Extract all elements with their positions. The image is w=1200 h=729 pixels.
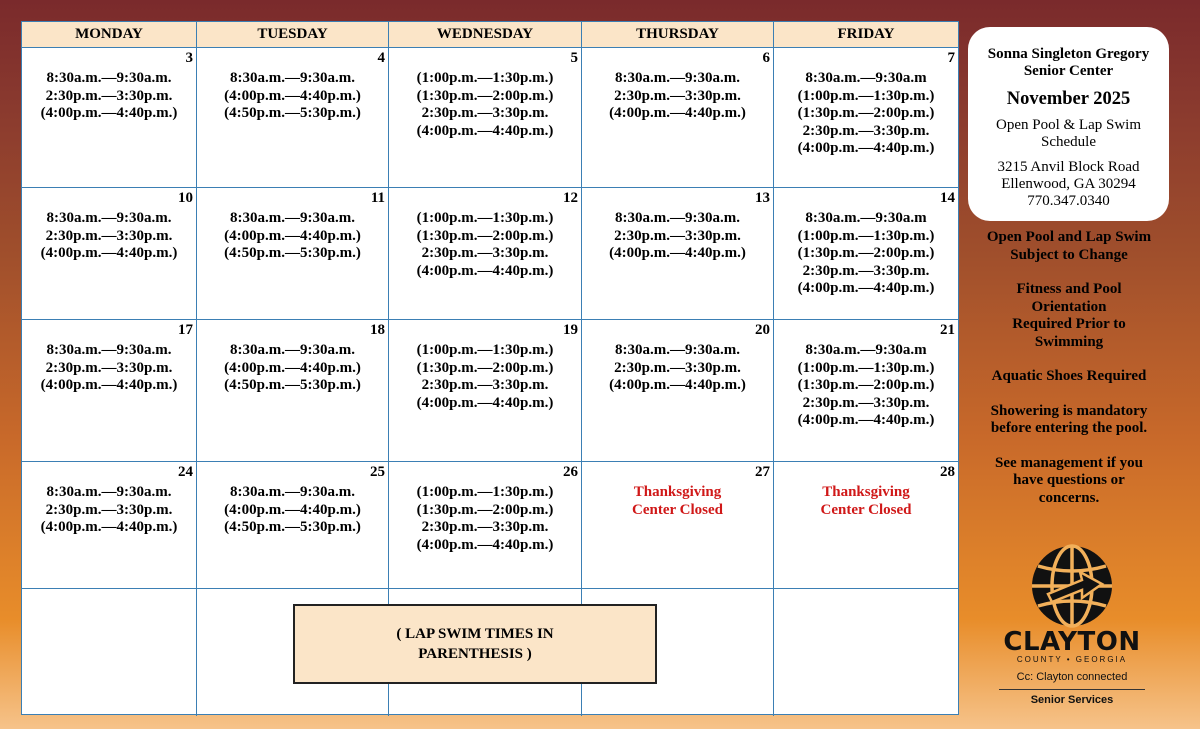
day-cell bbox=[774, 320, 958, 461]
time-slot: 2:30p.m.—3:30p.m. bbox=[421, 105, 549, 121]
time-slot: 8:30a.m.—9:30a.m. bbox=[46, 210, 172, 226]
time-slot: 8:30a.m.—9:30a.m bbox=[805, 342, 927, 358]
time-slots bbox=[582, 192, 773, 263]
day-cell bbox=[197, 462, 389, 588]
time-slot: 8:30a.m.—9:30a.m. bbox=[230, 210, 355, 226]
time-slot: 8:30a.m.—9:30a.m. bbox=[615, 70, 740, 86]
day-cell bbox=[582, 188, 774, 319]
lap-swim-note-text: ( LAP SWIM TIMES IN PARENTHESIS ) bbox=[396, 626, 554, 662]
time-slot: 2:30p.m.—3:30p.m. bbox=[421, 519, 549, 535]
day-number: 21 bbox=[940, 322, 955, 338]
time-slot: (1:30p.m.—2:00p.m.) bbox=[797, 105, 935, 121]
time-slot: (1:30p.m.—2:00p.m.) bbox=[416, 359, 554, 376]
day-cell bbox=[22, 462, 197, 588]
time-slot: 8:30a.m.—9:30a.m. bbox=[230, 342, 355, 358]
notice-paragraph bbox=[966, 403, 1172, 438]
time-slot: (4:00p.m.—4:40p.m.) bbox=[40, 377, 178, 393]
department-name: Senior Services bbox=[1030, 694, 1114, 706]
time-slot: 2:30p.m.—3:30p.m. bbox=[421, 377, 549, 393]
time-slot: (1:00p.m.—1:30p.m.) bbox=[416, 342, 554, 358]
time-slot: 2:30p.m.—3:30p.m. bbox=[45, 87, 173, 104]
time-slot: 8:30a.m.—9:30a.m. bbox=[46, 342, 172, 358]
time-slot: (4:00p.m.—4:40p.m.) bbox=[416, 394, 554, 411]
time-slot: (4:00p.m.—4:40p.m.) bbox=[224, 227, 361, 244]
time-slot: (4:00p.m.—4:40p.m.) bbox=[609, 377, 746, 393]
day-cell bbox=[197, 320, 389, 461]
time-slot: 8:30a.m.—9:30a.m. bbox=[230, 484, 355, 500]
time-slot: 2:30p.m.—3:30p.m. bbox=[802, 394, 930, 411]
time-slots bbox=[197, 52, 388, 123]
time-slot: (4:00p.m.—4:40p.m.) bbox=[224, 87, 361, 104]
time-slot: (4:50p.m.—5:30p.m.) bbox=[224, 105, 361, 121]
day-cell bbox=[22, 320, 197, 461]
address-line: 3215 Anvil Block Road bbox=[997, 159, 1140, 175]
center-name-line: Sonna Singleton Gregory bbox=[987, 46, 1150, 62]
day-cell bbox=[774, 589, 958, 716]
day-number: 20 bbox=[755, 322, 770, 338]
day-cell bbox=[389, 188, 582, 319]
closed-text: Thanksgiving bbox=[633, 484, 722, 500]
time-slot: 8:30a.m.—9:30a.m. bbox=[46, 484, 172, 500]
day-number: 28 bbox=[940, 464, 955, 480]
time-slots bbox=[582, 52, 773, 123]
time-slots bbox=[197, 466, 388, 537]
notice-line: before entering the pool. bbox=[990, 420, 1148, 436]
day-number: 13 bbox=[755, 190, 770, 206]
time-slot: (4:00p.m.—4:40p.m.) bbox=[609, 245, 746, 261]
time-slot: 8:30a.m.—9:30a.m. bbox=[615, 210, 740, 226]
time-slot: 2:30p.m.—3:30p.m. bbox=[45, 501, 173, 518]
time-slot: (1:00p.m.—1:30p.m.) bbox=[416, 210, 554, 226]
time-slot: (1:30p.m.—2:00p.m.) bbox=[797, 245, 935, 261]
time-slot: (4:00p.m.—4:40p.m.) bbox=[797, 280, 935, 296]
logo-tagline: Cc: Clayton connected bbox=[1016, 671, 1128, 683]
time-slot: (4:50p.m.—5:30p.m.) bbox=[224, 377, 361, 393]
notice-line: concerns. bbox=[1038, 489, 1100, 506]
notice-paragraph bbox=[966, 455, 1172, 508]
notice-paragraph bbox=[966, 229, 1172, 264]
globe-arrow-icon bbox=[1030, 540, 1114, 632]
time-slots bbox=[197, 324, 388, 395]
weekday-header: WEDNESDAY bbox=[389, 22, 582, 47]
time-slot: (4:00p.m.—4:40p.m.) bbox=[609, 105, 746, 121]
time-slot: 2:30p.m.—3:30p.m. bbox=[421, 245, 549, 261]
schedule-title-line: Schedule bbox=[1041, 134, 1096, 150]
day-cell bbox=[582, 320, 774, 461]
time-slots bbox=[389, 52, 581, 140]
time-slot: (1:00p.m.—1:30p.m.) bbox=[797, 227, 935, 244]
center-name-line: Senior Center bbox=[1023, 63, 1114, 79]
time-slots bbox=[389, 192, 581, 280]
day-number: 10 bbox=[178, 190, 193, 206]
time-slots bbox=[582, 324, 773, 395]
time-slot: 2:30p.m.—3:30p.m. bbox=[45, 359, 173, 376]
time-slot: (4:00p.m.—4:40p.m.) bbox=[224, 359, 361, 376]
phone-number: 770.347.0340 bbox=[1027, 193, 1110, 209]
time-slots bbox=[22, 192, 196, 263]
schedule-title bbox=[968, 117, 1169, 151]
weekday-header-row bbox=[22, 22, 958, 48]
time-slot: 2:30p.m.—3:30p.m. bbox=[45, 227, 173, 244]
divider bbox=[999, 689, 1145, 690]
day-cell bbox=[582, 462, 774, 588]
day-number: 7 bbox=[947, 50, 955, 66]
sidebar bbox=[966, 0, 1200, 729]
time-slots bbox=[774, 192, 958, 298]
time-slots bbox=[197, 192, 388, 263]
time-slot: (1:00p.m.—1:30p.m.) bbox=[797, 87, 935, 104]
time-slots bbox=[389, 324, 581, 412]
time-slot: 2:30p.m.—3:30p.m. bbox=[614, 87, 741, 104]
notice-paragraph bbox=[966, 368, 1172, 386]
time-slot: (4:00p.m.—4:40p.m.) bbox=[40, 245, 178, 261]
day-cell bbox=[389, 320, 582, 461]
weekday-header: MONDAY bbox=[22, 22, 197, 47]
pool-notices bbox=[966, 229, 1172, 524]
time-slot: 2:30p.m.—3:30p.m. bbox=[802, 122, 930, 139]
day-cell bbox=[389, 462, 582, 588]
day-number: 5 bbox=[570, 50, 578, 66]
day-cell bbox=[389, 48, 582, 187]
day-number: 19 bbox=[563, 322, 578, 338]
logo-brand: CLAYTON bbox=[1003, 627, 1141, 657]
day-number: 3 bbox=[185, 50, 193, 66]
day-cell bbox=[22, 589, 197, 716]
day-cell bbox=[22, 48, 197, 187]
time-slot: 2:30p.m.—3:30p.m. bbox=[802, 262, 930, 279]
day-cell bbox=[774, 462, 958, 588]
calendar-week-row bbox=[22, 188, 958, 320]
time-slots bbox=[22, 324, 196, 395]
notice-paragraph bbox=[966, 281, 1172, 351]
notice-line: Showering is mandatory bbox=[990, 402, 1148, 419]
calendar-week-row bbox=[22, 320, 958, 462]
day-number: 18 bbox=[370, 322, 385, 338]
center-name bbox=[968, 46, 1169, 80]
address-line: Ellenwood, GA 30294 bbox=[1001, 176, 1136, 192]
notice-line: Swimming bbox=[1034, 333, 1104, 350]
day-number: 26 bbox=[563, 464, 578, 480]
closed-text: Center Closed bbox=[632, 501, 723, 518]
day-number: 11 bbox=[370, 190, 385, 206]
notice-line: Aquatic Shoes Required bbox=[991, 368, 1147, 384]
time-slot: (1:00p.m.—1:30p.m.) bbox=[797, 359, 935, 376]
time-slot: (4:00p.m.—4:40p.m.) bbox=[797, 140, 935, 156]
closed-notice bbox=[774, 466, 958, 519]
schedule-title-line: Open Pool & Lap Swim bbox=[996, 117, 1141, 133]
day-cell bbox=[774, 188, 958, 319]
notice-line: have questions or bbox=[1013, 472, 1125, 488]
clayton-logo bbox=[997, 540, 1147, 706]
notice-line: Fitness and Pool bbox=[1016, 281, 1122, 297]
time-slot: (4:50p.m.—5:30p.m.) bbox=[224, 519, 361, 535]
day-number: 27 bbox=[755, 464, 770, 480]
time-slot: 8:30a.m.—9:30a.m bbox=[805, 210, 927, 226]
time-slot: (4:00p.m.—4:40p.m.) bbox=[416, 122, 554, 139]
month-title: November 2025 bbox=[1006, 89, 1131, 109]
day-number: 6 bbox=[762, 50, 770, 66]
time-slot: (1:30p.m.—2:00p.m.) bbox=[416, 501, 554, 518]
closed-notice bbox=[582, 466, 773, 519]
time-slot: (1:30p.m.—2:00p.m.) bbox=[416, 87, 554, 104]
center-info-card bbox=[968, 27, 1169, 221]
time-slots bbox=[774, 324, 958, 430]
time-slot: (1:00p.m.—1:30p.m.) bbox=[416, 484, 554, 500]
day-cell bbox=[197, 48, 389, 187]
time-slot: (4:50p.m.—5:30p.m.) bbox=[224, 245, 361, 261]
lap-swim-note bbox=[293, 604, 657, 684]
time-slot: (1:30p.m.—2:00p.m.) bbox=[797, 377, 935, 393]
time-slot: 2:30p.m.—3:30p.m. bbox=[614, 227, 741, 244]
time-slot: 8:30a.m.—9:30a.m. bbox=[46, 70, 172, 86]
time-slots bbox=[389, 466, 581, 554]
notice-line: Required Prior to bbox=[1012, 316, 1126, 332]
time-slot: (4:00p.m.—4:40p.m.) bbox=[40, 105, 178, 121]
day-number: 25 bbox=[370, 464, 385, 480]
time-slots bbox=[774, 52, 958, 158]
day-number: 12 bbox=[563, 190, 578, 206]
time-slot: 2:30p.m.—3:30p.m. bbox=[614, 359, 741, 376]
day-cell bbox=[774, 48, 958, 187]
notice-line: Open Pool and Lap Swim bbox=[986, 229, 1152, 245]
time-slot: 8:30a.m.—9:30a.m bbox=[805, 70, 927, 86]
address bbox=[968, 159, 1169, 210]
time-slot: (4:00p.m.—4:40p.m.) bbox=[416, 536, 554, 553]
notice-line: See management if you bbox=[995, 454, 1143, 471]
time-slot: 8:30a.m.—9:30a.m. bbox=[615, 342, 740, 358]
notice-line: Subject to Change bbox=[1010, 246, 1128, 263]
logo-subtitle: COUNTY • GEORGIA bbox=[1016, 655, 1128, 664]
weekday-header: TUESDAY bbox=[197, 22, 389, 47]
day-number: 24 bbox=[178, 464, 193, 480]
time-slots bbox=[22, 52, 196, 123]
time-slot: 8:30a.m.—9:30a.m. bbox=[230, 70, 355, 86]
day-number: 4 bbox=[377, 50, 385, 66]
calendar-grid bbox=[21, 21, 959, 715]
weekday-header: FRIDAY bbox=[837, 26, 895, 42]
day-cell bbox=[22, 188, 197, 319]
day-number: 14 bbox=[940, 190, 955, 206]
day-number: 17 bbox=[178, 322, 193, 338]
time-slot: (1:00p.m.—1:30p.m.) bbox=[416, 70, 554, 86]
day-cell bbox=[582, 48, 774, 187]
calendar-week-row bbox=[22, 462, 958, 589]
time-slot: (4:00p.m.—4:40p.m.) bbox=[797, 412, 935, 428]
closed-text: Thanksgiving bbox=[822, 484, 910, 500]
time-slots bbox=[22, 466, 196, 537]
time-slot: (4:00p.m.—4:40p.m.) bbox=[40, 519, 178, 535]
day-cell bbox=[197, 188, 389, 319]
time-slot: (1:30p.m.—2:00p.m.) bbox=[416, 227, 554, 244]
time-slot: (4:00p.m.—4:40p.m.) bbox=[224, 501, 361, 518]
calendar-week-row bbox=[22, 48, 958, 188]
notice-line: Orientation bbox=[1031, 298, 1107, 315]
time-slot: (4:00p.m.—4:40p.m.) bbox=[416, 262, 554, 279]
closed-text: Center Closed bbox=[820, 501, 912, 518]
weekday-header: THURSDAY bbox=[582, 22, 774, 47]
